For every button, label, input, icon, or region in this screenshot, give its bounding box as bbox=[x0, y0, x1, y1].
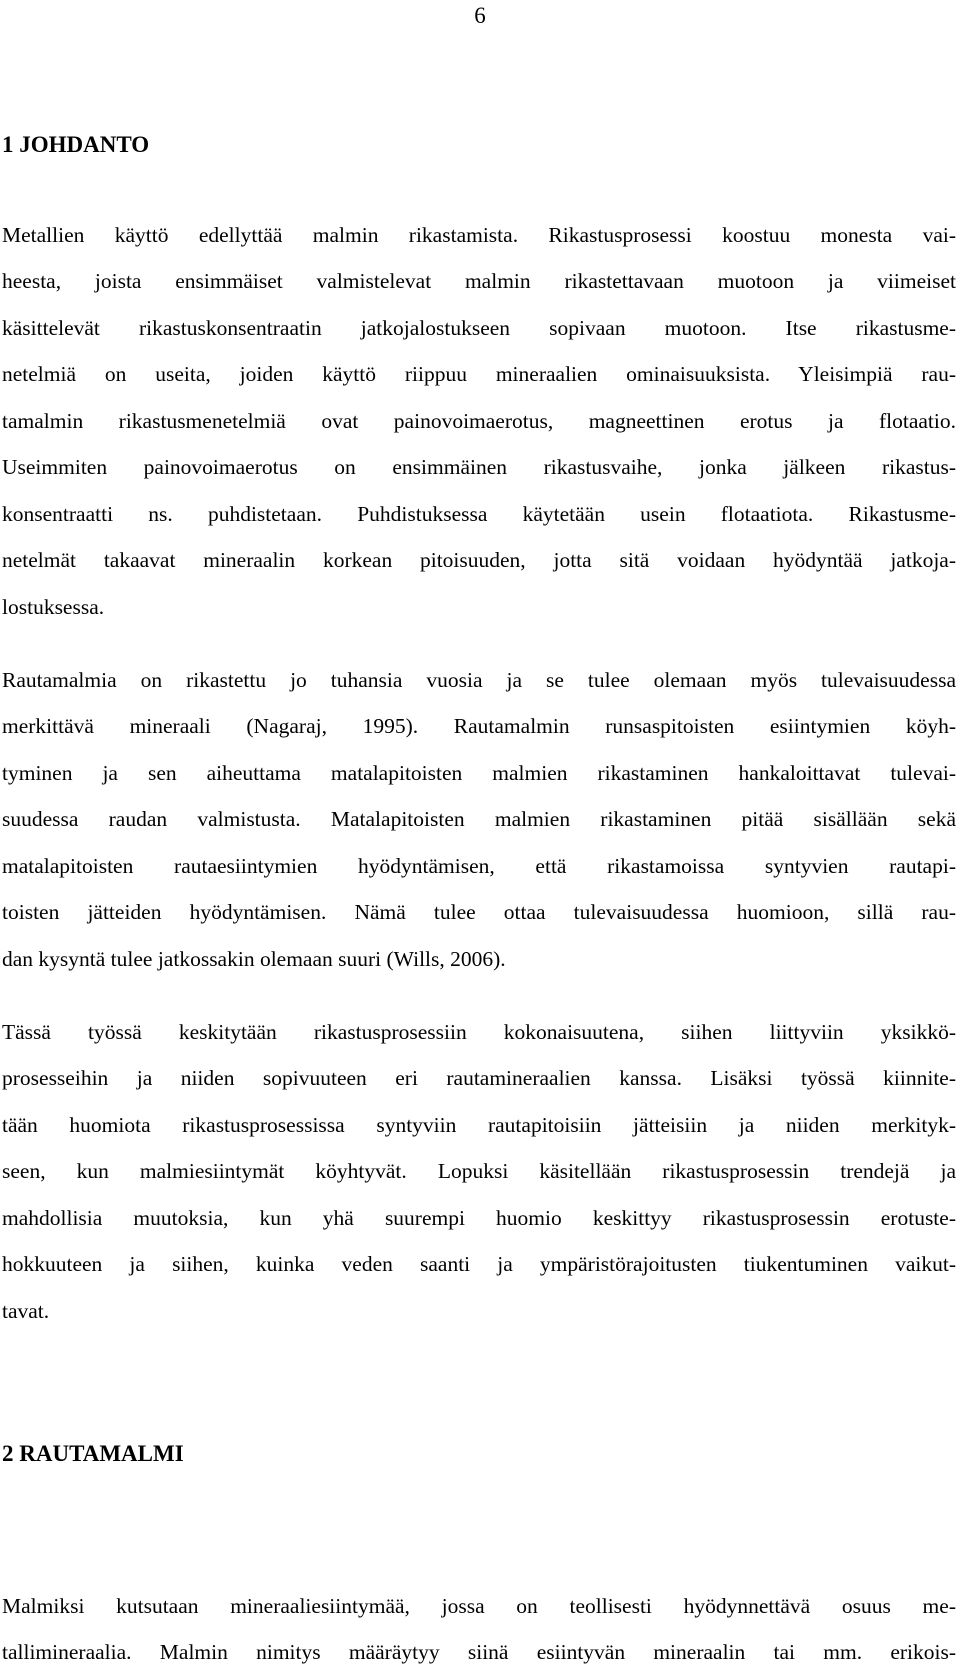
text-line: heesta, joista ensimmäiset valmistelevat malmin rikastettavaan muotoon ja viimeiset bbox=[2, 269, 956, 293]
text-line: suudessa raudan valmistusta. Matalapitoisten malmien rikastaminen pitää sisällään sekä bbox=[2, 807, 956, 831]
text-line: konsentraatti ns. puhdistetaan. Puhdistuksessa käytetään usein flotaatiota. Rikastusme- bbox=[2, 502, 956, 526]
text-line: toisten jätteiden hyödyntämisen. Nämä tulee ottaa tulevaisuudessa huomioon, sillä rau- bbox=[2, 900, 956, 924]
text-line: netelmät takaavat mineraalin korkean pitoisuuden, jotta sitä voidaan hyödyntää jatkoja- bbox=[2, 548, 956, 572]
text-line: Tässä työssä keskitytään rikastusprosessiin kokonaisuutena, siihen liittyviin yksikkö- bbox=[2, 1020, 956, 1044]
text-line: tamalmin rikastusmenetelmiä ovat painovoimaerotus, magneettinen erotus ja flotaatio. bbox=[2, 409, 956, 433]
text-line: käsittelevät rikastuskonsentraatin jatkojalostukseen sopivaan muotoon. Itse rikastusme- bbox=[2, 316, 956, 340]
text-line: prosesseihin ja niiden sopivuuteen eri rautamineraalien kanssa. Lisäksi työssä kiinnite- bbox=[2, 1066, 956, 1090]
text-line: merkittävä mineraali (Nagaraj, 1995). Rautamalmin runsaspitoisten esiintymien köyh- bbox=[2, 714, 956, 738]
text-line: dan kysyntä tulee jatkossakin olemaan suuri (Wills, 2006). bbox=[2, 947, 506, 971]
text-line: lostuksessa. bbox=[2, 595, 105, 619]
text-line: Useimmiten painovoimaerotus on ensimmäinen rikastusvaihe, jonka jälkeen rikastus- bbox=[2, 455, 956, 479]
text-line: hokkuuteen ja siihen, kuinka veden saanti ja ympäristörajoitusten tiukentuminen vaikut- bbox=[2, 1252, 956, 1276]
section-heading-johdanto: 1 JOHDANTO bbox=[2, 132, 150, 157]
section-heading-rautamalmi: 2 RAUTAMALMI bbox=[2, 1441, 184, 1466]
text-line: tavat. bbox=[2, 1299, 50, 1323]
text-line: tään huomiota rikastusprosessissa syntyviin rautapitoisiin jätteisiin ja niiden merkityk- bbox=[2, 1113, 956, 1137]
text-line: tyminen ja sen aiheuttama matalapitoisten malmien rikastaminen hankaloittavat tulevai- bbox=[2, 761, 956, 785]
text-line: Metallien käyttö edellyttää malmin rikastamista. Rikastusprosessi koostuu monesta vai- bbox=[2, 223, 956, 247]
text-line: Rautamalmia on rikastettu jo tuhansia vuosia ja se tulee olemaan myös tulevaisuudessa bbox=[2, 668, 956, 692]
text-line: tallimineraalia. Malmin nimitys määräytyy siinä esiintyvän mineraalin tai mm. erikois- bbox=[2, 1640, 956, 1664]
page-number: 6 bbox=[474, 3, 486, 28]
text-line: seen, kun malmiesiintymät köyhtyvät. Lopuksi käsitellään rikastusprosessin trendejä ja bbox=[2, 1159, 956, 1183]
text-line: matalapitoisten rautaesiintymien hyödyntämisen, että rikastamoissa syntyvien rautapi- bbox=[2, 854, 956, 878]
text-line: mahdollisia muutoksia, kun yhä suurempi huomio keskittyy rikastusprosessin erotuste- bbox=[2, 1206, 956, 1230]
text-line: netelmiä on useita, joiden käyttö riippuu mineraalien ominaisuuksista. Yleisimpiä rau- bbox=[2, 362, 956, 386]
text-line: Malmiksi kutsutaan mineraaliesiintymää, jossa on teollisesti hyödynnettävä osuus me- bbox=[2, 1594, 956, 1618]
